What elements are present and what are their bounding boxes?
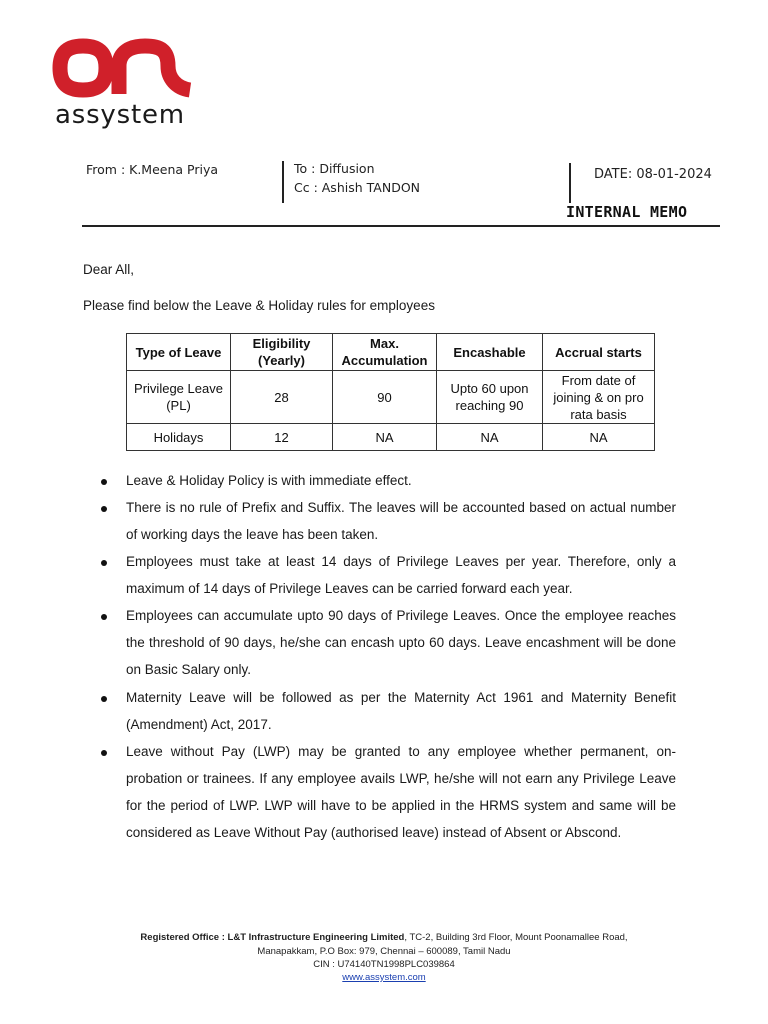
- memo-to: To : Diffusion: [294, 161, 375, 176]
- list-item: [126, 494, 676, 548]
- memo-date: DATE: 08-01-2024: [594, 167, 712, 182]
- bullet-text: There is no rule of Prefix and Suffix. The leaves will be accounted based on actual number of working days the leave has been taken.: [126, 500, 676, 542]
- header-rule: [82, 225, 720, 227]
- table-header-cell: Encashable: [437, 334, 543, 371]
- list-item: [126, 602, 676, 683]
- table-cell: Privilege Leave (PL): [127, 371, 231, 424]
- bullet-dot: [101, 506, 107, 512]
- table-cell: Upto 60 upon reaching 90: [437, 371, 543, 424]
- footer-registered-office: [0, 932, 768, 943]
- list-item: [126, 738, 676, 846]
- table-row: [127, 371, 655, 424]
- memo-cc: Cc : Ashish TANDON: [294, 180, 421, 195]
- bullet-dot: [101, 696, 107, 702]
- table-cell: From date of joining & on pro rata basis: [543, 371, 655, 424]
- bullet-dot: [101, 479, 107, 485]
- table-row: [127, 424, 655, 451]
- bullet-text: Employees can accumulate upto 90 days of Privilege Leaves. Once the employee reaches the threshold of 90 days, he/she can encash upto 60 days. Leave encashment will be done on Basic Salary only.: [126, 608, 676, 677]
- logo-wordmark: assystem: [55, 100, 185, 130]
- list-item: [126, 548, 676, 602]
- memo-type-title: INTERNAL MEMO: [566, 203, 688, 221]
- bullet-dot: [101, 560, 107, 566]
- table-cell: 28: [231, 371, 333, 424]
- bullet-text: Maternity Leave will be followed as per the Maternity Act 1961 and Maternity Benefit (Amendment) Act, 2017.: [126, 690, 676, 732]
- bullet-dot: [101, 750, 107, 756]
- logo-o-shape: [60, 46, 106, 90]
- assystem-logo: [52, 36, 212, 136]
- table-cell: NA: [543, 424, 655, 451]
- memo-from: From : K.Meena Priya: [86, 162, 219, 177]
- footer-address-2: Manapakkam, P.O Box: 979, Chennai – 600089, Tamil Nadu: [257, 946, 511, 957]
- footer-office-label: Registered Office : L&T Infrastructure Engineering Limited: [140, 932, 405, 943]
- footer-cin: CIN : U74140TN1998PLC039864: [313, 959, 455, 970]
- table-header-cell: Accrual starts: [543, 334, 655, 371]
- table-cell: 90: [333, 371, 437, 424]
- leave-rules-table: [126, 333, 655, 451]
- bullet-text: Leave & Holiday Policy is with immediate effect.: [126, 473, 412, 488]
- logo-n-shape: [119, 46, 190, 94]
- header-divider: [569, 163, 571, 203]
- bullet-text: Employees must take at least 14 days of Privilege Leaves per year. Therefore, only a maximum of 14 days of Privilege Leaves can be carried forward each year.: [126, 554, 676, 596]
- bullet-dot: [101, 614, 107, 620]
- assystem-logo-mark: [52, 36, 202, 100]
- table-cell: Holidays: [127, 424, 231, 451]
- greeting: Dear All,: [83, 262, 135, 277]
- table-header-cell: Max. Accumulation: [333, 334, 437, 371]
- table-cell: NA: [333, 424, 437, 451]
- bullet-text: Leave without Pay (LWP) may be granted to any employee whether permanent, on-probation or trainees. If any employee avails LWP, he/she will not earn any Privilege Leave for the period of LWP. LWP will have to be applied in the HRMS system and same will be considered as Leave Without Pay (authorised leave) instead of Absent or Abscond.: [126, 744, 676, 840]
- list-item: [126, 467, 676, 494]
- header-divider: [282, 161, 284, 203]
- footer-address-1: , TC-2, Building 3rd Floor, Mount Poonamallee Road,: [404, 932, 628, 943]
- list-item: [126, 684, 676, 738]
- table-header-cell: Type of Leave: [127, 334, 231, 371]
- table-cell: NA: [437, 424, 543, 451]
- table-header-row: [127, 334, 655, 371]
- footer-website-link[interactable]: www.assystem.com: [342, 972, 426, 983]
- table-header-cell: Eligibility (Yearly): [231, 334, 333, 371]
- intro-line: Please find below the Leave & Holiday rules for employees: [83, 298, 435, 313]
- table-cell: 12: [231, 424, 333, 451]
